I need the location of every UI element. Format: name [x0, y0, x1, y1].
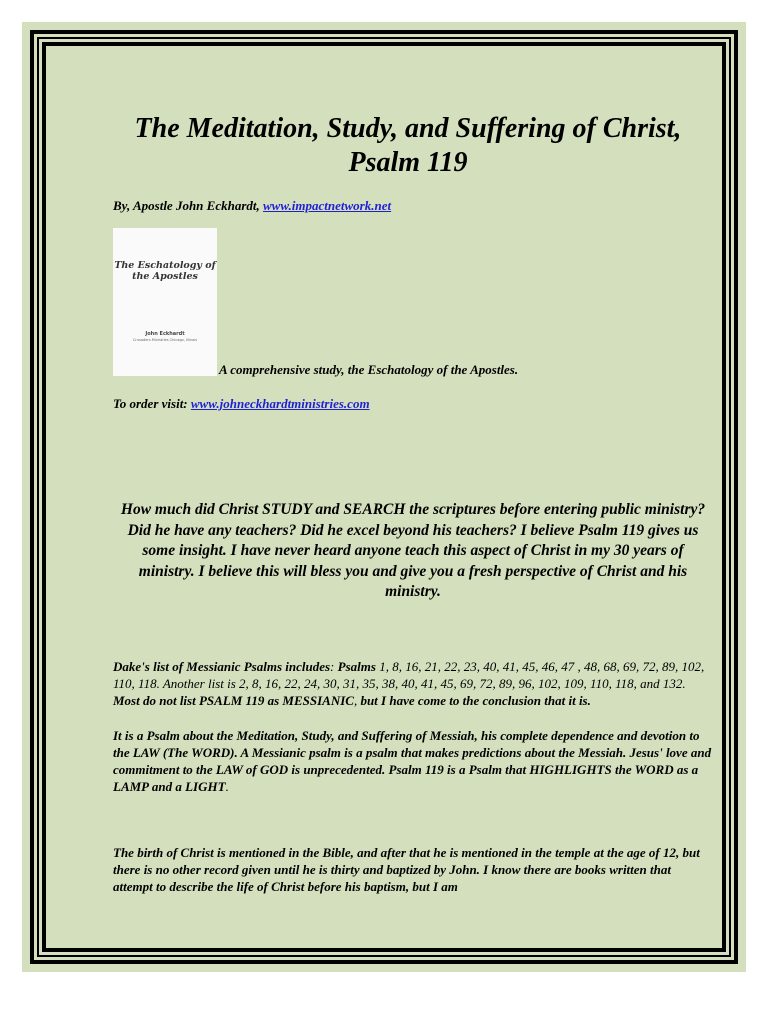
byline [113, 198, 713, 214]
order-label: To order visit: [113, 396, 191, 411]
p2-period: . [225, 778, 229, 794]
book-cover-author: John Eckhardt [145, 331, 185, 337]
paragraph-birth-of-christ: The birth of Christ is mentioned in the Bible, and after that he is mentioned in the temple at the age of 12, but there is no other record given until he is thirty and baptized by John. I know there are books written that attempt to describe the life of Christ before his baptism, but I am [113, 844, 700, 894]
book-promo [113, 228, 713, 376]
p1-conclusion: but I have come to the conclusion that it is. [360, 692, 591, 708]
p1-lead: Dake's list of Messianic Psalms includes [113, 658, 331, 674]
order-line [113, 396, 713, 412]
johneckhardtministries-link[interactable]: www.johneckhardtministries.com [190, 396, 370, 411]
impactnetwork-link[interactable]: www.impactnetwork.net [263, 198, 392, 213]
p1-colon: : [330, 658, 338, 674]
paragraph-messianic-psalms [113, 658, 713, 709]
book-caption: A comprehensive study, the Eschatology of the Apostles. [219, 362, 519, 377]
book-cover-title: The Eschatology of the Apostles [114, 260, 216, 282]
p2-text: It is a Psalm about the Meditation, Study, and Suffering of Messiah, his complete dependence and devotion to the LAW (The WORD). A Messianic psalm is a psalm that makes predictions about the Messiah. Jesus' love and commitment to the LAW of GOD is unprecedented. Psalm 119 is a Psalm that HIGHLIGHTS the WORD as a LAMP and a LIGHT [113, 727, 712, 794]
document-content [113, 112, 713, 895]
p1-psalms: Psalms [337, 658, 380, 674]
document-page [22, 22, 746, 972]
p1-most: Most do not list PSALM 119 as MESSIANIC [113, 692, 354, 708]
p1-lists: 1, 8, 16, 21, 22, 23, 40, 41, 45, 46, 47 , 48, 68, 69, 72, 89, 102, 110, 118. Another list is 2, 8, 16, 22, 24, 30, 31, 35, 38, 40, 41, 45, 69, 72, 89, 96, 102, 109, 110, 118, and 132. [113, 658, 705, 691]
document-title: The Meditation, Study, and Suffering of Christ, Psalm 119 [134, 113, 682, 178]
paragraph-psalm-description [113, 727, 713, 795]
book-cover-image [113, 228, 217, 376]
intro-paragraph: How much did Christ STUDY and SEARCH the scriptures before entering public ministry? Did he have any teachers? Did he excel beyond his teachers? I believe Psalm 119 gives us some insight. I have never heard anyone teach this aspect of Christ in my 30 years of ministry. I believe this will bless you and give you a fresh perspective of Christ and his ministry. [120, 501, 706, 600]
byline-text: By, Apostle John Eckhardt, [113, 198, 264, 213]
book-cover-subtitle: Crusaders Ministries Chicago, Illinois [132, 338, 198, 342]
p1-comma: , [353, 692, 361, 708]
